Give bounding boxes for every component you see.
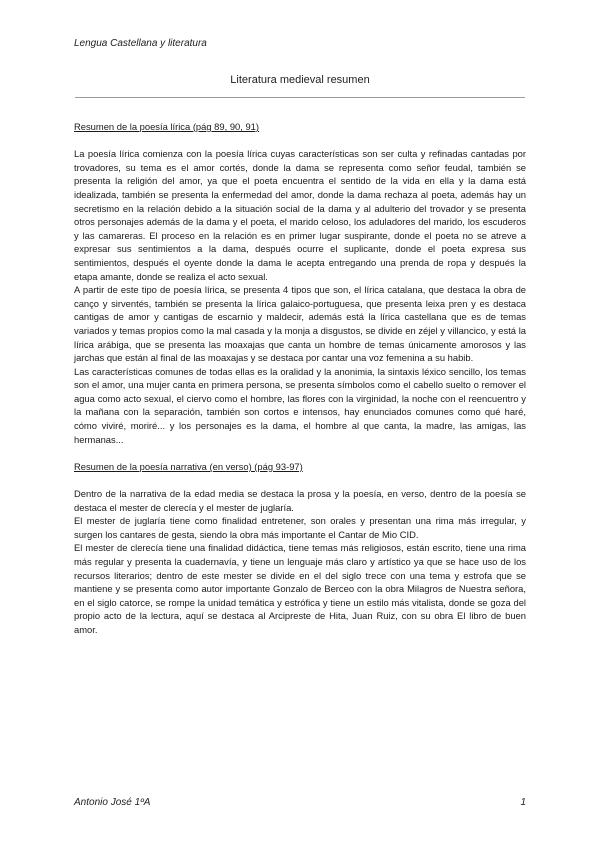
running-footer	[74, 797, 526, 808]
footer-author: Antonio José 1ºA	[74, 797, 151, 808]
title-divider	[75, 97, 525, 98]
section-heading: Resumen de la poesía lírica (pág 89, 90, 91)	[74, 121, 260, 132]
document-body	[74, 120, 526, 637]
paragraph: A partir de este tipo de poesía lírica, se presenta 4 tipos que son, el lírica catalana, que destaca la obra de canço y sirventés, también se presenta la lírica galaico-portuguesa, que presenta leixa pren y es destaca cantigas de amor y cantigas de escarnio y maldecir, además está la lírica castellana que es de temas variados y temas propios como la mal casada y la monja a disgustos, se divide en zéjel y villancico, y está la lírica arábiga, que se presenta las moaxajas que canta un hombre de temas únicamente amorosos y las jarchas que están al final de las moaxajas y se destaca por cantar una voz femenina a su habib.	[74, 284, 526, 364]
paragraph: El mester de clerecía tiene una finalidad didáctica, tiene temas más religiosos, están escrito, tiene una rima más regular y presenta la cuadernavía, y tiene un lenguaje más claro y artístico ya que se hace uso de los recursos literarios; dentro de este mester se divide en el del siglo trece con una tema y estrofa que se mantiene y se presenta como autor importante Gonzalo de Berceo con la obra Milagros de Nuestra señora, en el siglo catorce, se rompe la unidad temática y estrófica y tiene un estilo más vitalista, donde se goza del propio acto de la lectura, aquí se destaca al Arcipreste de Hita, Juan Ruiz, con su obra El libro de buen amor.	[74, 542, 526, 635]
section-narrative-poetry	[74, 460, 526, 637]
paragraph: Dentro de la narrativa de la edad media se destaca la prosa y la poesía, en verso, dentro de la poesía se destaca el mester de clerecía y el mester de juglaría.	[74, 488, 526, 513]
paragraph: El mester de juglaría tiene como finalidad entretener, son orales y presentan una rima más irregular, y surgen los cantares de gesta, siendo la obra más importante el Cantar de Mio CID.	[74, 515, 526, 540]
section-spacer	[74, 446, 526, 460]
section-heading: Resumen de la poesía narrativa (en verso) (pág 93-97)	[74, 460, 303, 472]
paragraph: La poesía lírica comienza con la poesía lírica cuyas características son ser culta y refinadas cantadas por trovadores, su tema es el amor cortés, donde la dama se representa como señor feudal, también se presenta la religión del amor, ya que el poeta encuentra el sentido de la vida en ella y la dama está idealizada, también se presenta la enfermedad del amor, donde la dama rechaza al poeta, además hay un secretismo en la relación debido a la situación social de la dama y al adulterio del trovador y se presenta otros personajes además de la dama y el poeta, el marido celoso, los aduladores del marido, los escuderos y las camareras. El proceso en la relación es en primer lugar suspirante, donde el poeta no se atreve a expresar sus sentimientos a la dama, después ocurre el suplicante, donde el poeta expresa sus sentimientos, después el oyente donde la dama le acepta entregando una prenda de ropa y después la etapa amante, donde se realiza el acto sexual.	[74, 148, 526, 282]
page-number: 1	[520, 797, 526, 808]
document-title: Literatura medieval resumen	[230, 74, 370, 86]
paragraph: Las características comunes de todas ellas es la oralidad y la anonimia, la sintaxis léxico sencillo, los temas son el amor, una mujer canta en primera persona, se presenta símbolos como el cabello suelto o remover el agua como acto sexual, el ciervo como el hombre, las flores con la virginidad, la noche con el reencuentro y la mañana con la separación, también son cortos e intensos, hay enunciados comunes como qué haré, cómo viviré, moriré... y los personajes es la dama, el hombre al que canta, la madre, las amigas, las hermanas...	[74, 365, 526, 445]
section-lyric-poetry	[74, 120, 526, 446]
running-header: Lengua Castellana y literatura	[74, 38, 207, 49]
